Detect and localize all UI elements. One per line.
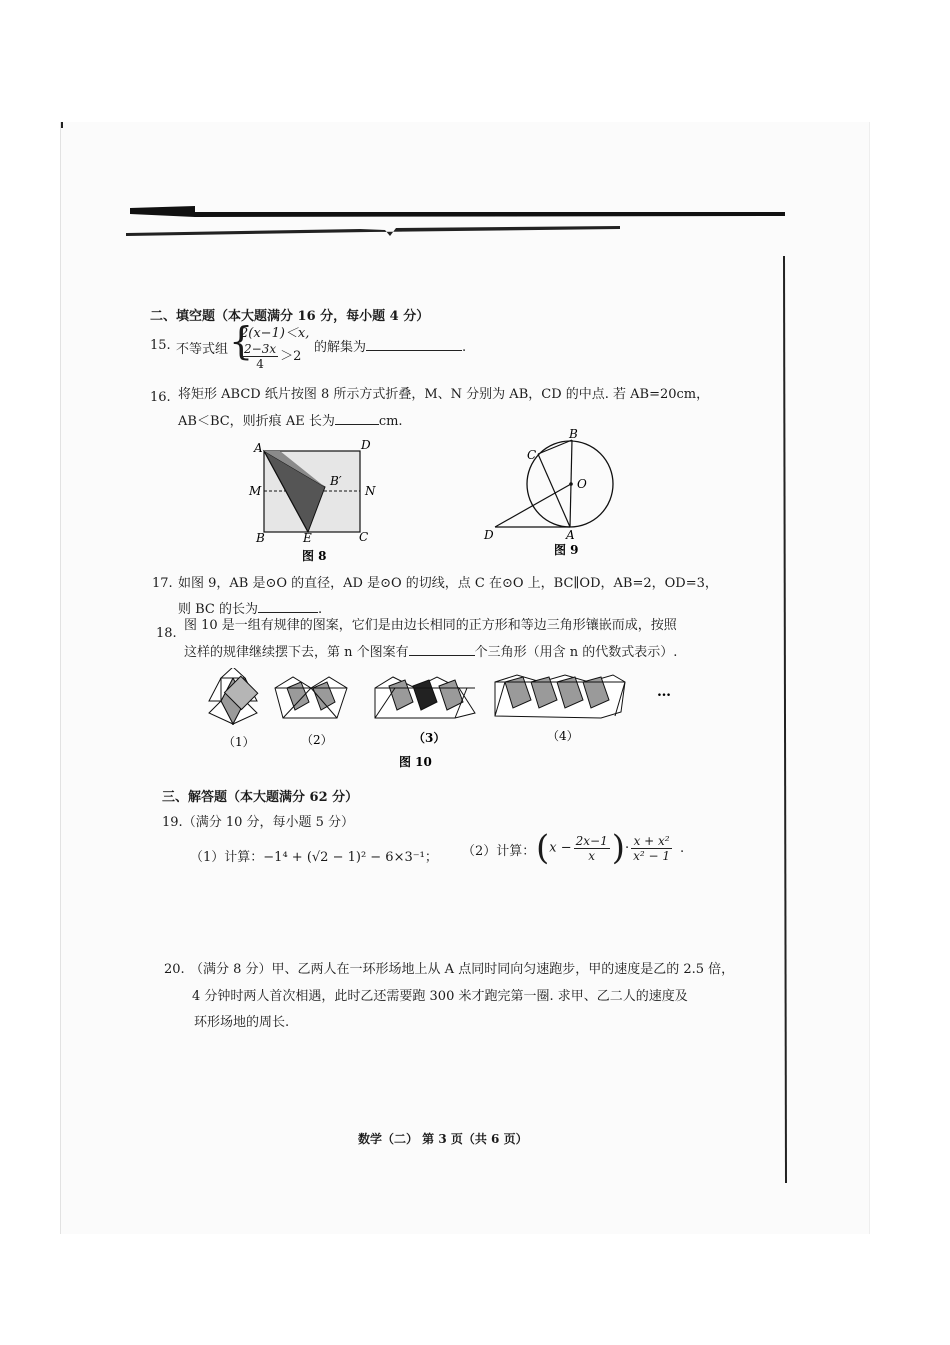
fig9-caption: 图 9: [554, 543, 579, 556]
section3-heading: 三、解答题（本大题满分 62 分）: [162, 790, 359, 805]
q15-suffix-line: [314, 336, 466, 355]
q17-number: 17.: [152, 576, 173, 591]
q18-line2-wrap: [184, 641, 677, 660]
fig8-caption: 图 8: [302, 549, 327, 563]
figure-9: [480, 428, 620, 556]
q15-inequality-2: [240, 342, 301, 371]
q15-prefix: 不等式组: [176, 342, 229, 357]
fig8-label-C: C: [359, 530, 369, 544]
q16-line2-end: cm.: [378, 414, 403, 429]
q16-line2: AB＜BC，则折痕 AE 长为: [178, 414, 335, 429]
q18-answer-blank[interactable]: [409, 643, 475, 656]
q15-frac-num: 2−3x: [244, 342, 277, 356]
q15-end: .: [462, 340, 467, 355]
q16-line2-wrap: [178, 410, 403, 429]
q20-line1: （满分 8 分）甲、乙两人在一环形场地上从 A 点同时同向匀速跑步，甲的速度是乙的 2.5 倍，: [190, 962, 735, 977]
fig8-label-B: B: [256, 531, 265, 545]
q20-line3: 环形场地的周长.: [194, 1015, 290, 1030]
q15-inequality-1: 2(x−1)＜x,: [240, 326, 310, 341]
q19-part2-label: （2）计算：: [462, 844, 536, 859]
q20-number: 20.: [164, 962, 185, 977]
q19-desc: （满分 10 分，每小题 5 分）: [182, 815, 355, 830]
fig8-label-M: M: [249, 484, 262, 498]
fig9-label-A: A: [566, 528, 575, 542]
q19-part1-expr: −1⁴ + (√2 − 1)² − 6×3⁻¹；: [263, 850, 438, 865]
q15-brace: {: [229, 319, 254, 363]
fig8-label-N: N: [365, 484, 376, 498]
fig10-label-3: （3）: [413, 731, 446, 745]
q16-number: 16.: [150, 390, 171, 405]
q19-left-paren: (: [536, 828, 550, 868]
q19-frac2-num: x + x²: [631, 834, 672, 849]
fig10-pattern-3: [375, 677, 475, 718]
q15-frac-den: 4: [256, 357, 264, 371]
q15-ineq2-rest: ＞2: [280, 349, 302, 364]
page-footer: 数学（二） 第 3 页（共 6 页）: [358, 1132, 528, 1146]
figure-10: [205, 668, 685, 772]
q16-line1: 将矩形 ABCD 纸片按图 8 所示方式折叠，M、N 分别为 AB，CD 的中点. 若 AB=20cm，: [178, 387, 710, 402]
q15-answer-blank[interactable]: [366, 338, 462, 351]
q18-line2-a: 这样的规律继续摆下去，第 n 个图案有: [184, 645, 409, 660]
fig9-label-B: B: [569, 428, 578, 441]
fig10-caption: 图 10: [399, 755, 432, 769]
q20-line2: 4 分钟时两人首次相遇，此时乙还需要跑 300 米才跑完第一圈. 求甲、乙二人的速度及: [192, 989, 688, 1004]
fig10-pattern-4: [495, 675, 625, 718]
q19-header: [162, 811, 354, 830]
q19-frac1-num: 2x−1: [575, 833, 608, 848]
q16-answer-blank[interactable]: [335, 412, 379, 425]
fig10-label-4: （4）: [547, 729, 579, 743]
q18-number: 18.: [156, 626, 177, 641]
fig10-label-1: （1）: [223, 735, 255, 749]
fig10-pattern-2: [275, 677, 347, 718]
q19-part1: [190, 846, 438, 865]
q19-part2-end: .: [680, 840, 685, 856]
q19-part2-x: x −: [549, 840, 572, 856]
fig10-ellipsis: …: [657, 684, 671, 700]
q17-answer-blank[interactable]: [258, 600, 318, 613]
q19-frac2-den: x² − 1: [633, 848, 671, 863]
q19-number: 19.: [162, 815, 183, 830]
q19-dot: ·: [624, 840, 630, 856]
q15-suffix: 的解集为: [314, 340, 367, 355]
q18-line1: 图 10 是一组有规律的图案，它们是由边长相同的正方形和等边三角形镶嵌而成，按照: [184, 618, 677, 633]
figure-8: [240, 438, 380, 566]
q19-part1-label: （1）计算：: [190, 850, 264, 865]
section2-heading: 二、填空题（本大题满分 16 分，每小题 4 分）: [150, 309, 430, 324]
fig9-label-O: O: [577, 477, 587, 491]
fig8-label-A: A: [254, 441, 263, 455]
fig8-label-D: D: [361, 438, 371, 452]
fig10-label-2: （2）: [301, 733, 333, 747]
fig9-label-C: C: [527, 448, 537, 462]
q19-frac1-den: x: [588, 848, 596, 863]
q15-number: 15.: [150, 338, 171, 353]
fig9-label-D: D: [484, 528, 494, 542]
fig8-label-E: E: [303, 531, 312, 545]
q19-part2-expr: [536, 828, 684, 868]
q19-right-paren: ): [611, 828, 625, 868]
fig8-label-Bprime: B′: [330, 474, 342, 488]
q17-line2-end: .: [318, 602, 323, 617]
q17-line2: 则 BC 的长为: [178, 602, 259, 617]
q18-line2-b: 个三角形（用含 n 的代数式表示）.: [474, 645, 678, 660]
fig10-pattern-1: [209, 668, 258, 724]
q17-line1: 如图 9，AB 是⊙O 的直径，AD 是⊙O 的切线，点 C 在⊙O 上，BC∥OD，AB=2，OD=3，: [178, 576, 718, 591]
